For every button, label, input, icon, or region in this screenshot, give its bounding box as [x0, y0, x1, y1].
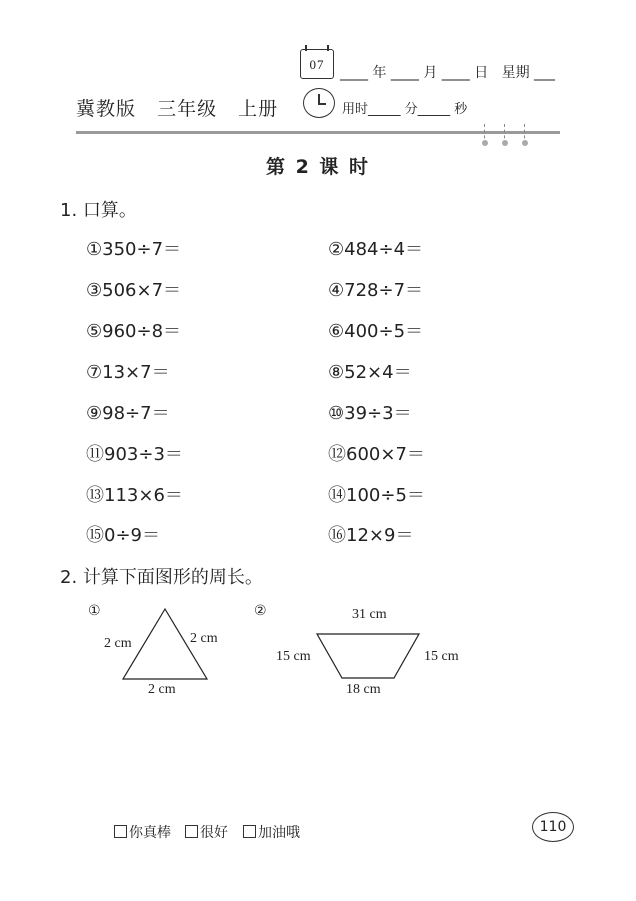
- pin-decoration: [503, 124, 508, 144]
- problem-6: ⑥400÷5＝: [328, 321, 424, 342]
- rating-option[interactable]: [114, 822, 171, 842]
- triangle-bottom-label: 2 cm: [148, 682, 176, 697]
- checkbox-icon[interactable]: [185, 825, 198, 838]
- trapezoid-left-label: 15 cm: [276, 649, 311, 664]
- triangle-left-label: 2 cm: [104, 636, 132, 651]
- problem-2: ②484÷4＝: [328, 239, 424, 260]
- problem-14: ⑭100÷5＝: [328, 485, 425, 506]
- problem-15: ⑮0÷9＝: [86, 525, 160, 546]
- problem-11: ⑪903÷3＝: [86, 444, 183, 465]
- triangle-marker: ①: [88, 603, 101, 619]
- rating-label: 你真棒: [129, 825, 171, 841]
- problem-1: ①350÷7＝: [86, 239, 182, 260]
- time-line: 用时_____ 分_____ 秒: [342, 102, 468, 117]
- rating-option[interactable]: [243, 822, 300, 842]
- problem-4: ④728÷7＝: [328, 280, 424, 301]
- clock-icon: [303, 88, 335, 118]
- trapezoid-bottom-label: 18 cm: [346, 682, 381, 697]
- problem-7: ⑦13×7＝: [86, 362, 170, 383]
- problem-3: ③506×7＝: [86, 280, 182, 301]
- calendar-icon-text: 07: [309, 57, 325, 72]
- problem-16: ⑯12×9＝: [328, 525, 414, 546]
- book-volume: 上册: [238, 98, 279, 120]
- checkbox-icon[interactable]: [114, 825, 127, 838]
- problem-8: ⑧52×4＝: [328, 362, 412, 383]
- calendar-icon: [300, 49, 334, 79]
- book-grade: 三年级: [157, 98, 218, 120]
- book-edition: 冀教版: [76, 98, 137, 120]
- trapezoid-top-label: 31 cm: [352, 607, 387, 622]
- rating-label: 加油哦: [258, 825, 300, 841]
- page-number: 110: [532, 812, 574, 842]
- section1-title: 1. 口算。: [60, 200, 137, 221]
- rating-label: 很好: [200, 825, 228, 841]
- problem-5: ⑤960÷8＝: [86, 321, 182, 342]
- triangle-right-label: 2 cm: [190, 631, 218, 646]
- problem-13: ⑬113×6＝: [86, 485, 183, 506]
- lesson-title: 第 2 课 时: [265, 156, 371, 178]
- problem-9: ⑨98÷7＝: [86, 403, 170, 424]
- problem-10: ⑩39÷3＝: [328, 403, 412, 424]
- problem-12: ⑫600×7＝: [328, 444, 425, 465]
- book-info: [76, 94, 292, 121]
- date-line: ____ 年 ____ 月 ____ 日 星期 ___: [340, 65, 556, 81]
- pin-decoration: [483, 124, 488, 144]
- trapezoid-figure: [312, 630, 424, 682]
- section2-title: 2. 计算下面图形的周长。: [60, 567, 263, 588]
- trapezoid-marker: ②: [254, 603, 267, 619]
- rating-option[interactable]: [185, 822, 228, 842]
- checkbox-icon[interactable]: [243, 825, 256, 838]
- trapezoid-right-label: 15 cm: [424, 649, 459, 664]
- pin-decoration: [523, 124, 528, 144]
